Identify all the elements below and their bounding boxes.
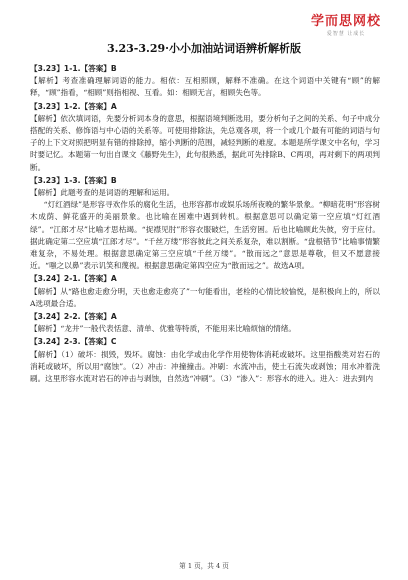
answer-heading: 【3.24】2-3.【答案】C: [30, 337, 117, 347]
explanation-block: [30, 323, 380, 335]
logo-slogan: 爱智慧 让成长: [326, 31, 366, 37]
explanation-paragraph: “灯红酒绿”是形容寻欢作乐的腐化生活，也形容都市或娱乐场所夜晚的繁华景象。“柳暗花明”形容树木成荫、鲜花盛开的美丽景象。也比喻在困难中遇到转机。根据意思可以确定第一空应填“灯红酒绿”。“江郎才尽”比喻才思枯竭。“捉襟见肘”形容衣服破烂，生活穷困。后也比喻顾此失彼，穷于应付。据此确定第二空应填“江郎才尽”。“千丝万缕”形容彼此之间关系复杂，难以割断。“盘根错节”比喻事情繁难复杂，不易处理。根据意思确定第三空应填“千丝万缕”。“散而远之”意思是尊敬，但又不愿意接近。“嗤之以鼻”表示讥笑和蔑视。根据意思确定第四空应为“散而远之”。故选A项。: [30, 200, 380, 271]
page-footer: 第 1 页，共 4 页: [179, 562, 229, 570]
answer-heading: 【3.23】1-3.【答案】B: [30, 175, 117, 185]
explanation-block: [30, 75, 380, 99]
answer-heading: 【3.24】2-2.【答案】A: [30, 312, 117, 322]
explanation-paragraph: 【解析】依次填词语，先要分析词本身的意思，根据语境判断选用，要分析句子之间的关系、句子中成分搭配的关系、修饰语与中心语的关系等。可使用排除法，先总观各项，将一个或几个最有可能的词语与句子的上下文对照把明显有错的排除掉，缩小判断的范围，减轻判断的难度。本题是所学课文中名句，学习时要记忆。本题第一句出自课文《藤野先生》，此句很熟悉，据此可先排除B、C两项，再对剩下的两项判断。: [30, 113, 380, 172]
answer-heading: 【3.23】1-2.【答案】A: [30, 101, 117, 111]
logo-name: 学而思网校: [310, 14, 381, 29]
answer-heading: 【3.24】2-1.【答案】A: [30, 274, 117, 284]
answer-heading: 【3.23】1-1.【答案】B: [30, 64, 117, 73]
explanation-block: [30, 286, 380, 310]
explanation-block: [30, 113, 380, 174]
explanation-paragraph: 【解析】“龙井”一般代表恬意、清单、优雅等特质，不能用来比喻烦恼的情绪。: [30, 324, 296, 334]
document-body: [30, 62, 380, 385]
explanation-paragraph: 【解析】从“路也愈走愈分明，天也愈走愈亮了”一句能看出，老栓的心情比较愉悦，是积极向上的，所以A选项最合适。: [30, 286, 380, 308]
brand-logo: [298, 10, 394, 37]
page-title: 3.23-3.29·小小加油站词语辨析解析版: [107, 42, 301, 55]
explanation-paragraph: 【解析】（1）破坏：损毁，毁坏。腐蚀：由化学或由化学作用使物体消耗或破坏。这里指酸类对岩石的消耗或破坏，所以用“腐蚀”。（2）冲击：冲撞撞击。冲刷：水流冲击，使土石流失或剥蚀；用水冲着洗刷。这里形容水流对岩石的冲击与剥蚀，自然选“冲刷”。（3）“渗入”：形容水的进入。进入：进去到内: [30, 349, 380, 384]
explanation-paragraph: 【解析】此题考查的是词语的理解和运用。: [30, 188, 175, 198]
explanation-block: [30, 349, 380, 386]
explanation-block: [30, 187, 380, 272]
explanation-paragraph: 【解析】考查准确理解词语的能力。相依：互相照顾，解释不准确。在这个词语中关键有“顾”的解释，“顾”指看，“相顾”则指相视、互看。如：相顾无言，相顾失色等。: [30, 76, 380, 98]
